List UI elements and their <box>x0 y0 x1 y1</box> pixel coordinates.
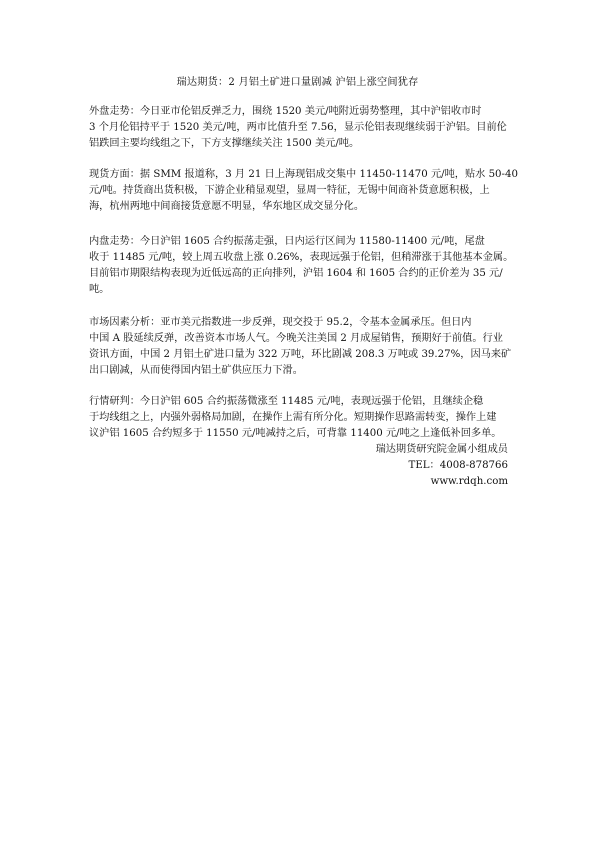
paragraph-outlook <box>89 394 515 442</box>
paragraph-spot-market <box>89 167 518 215</box>
paragraph-line: 内盘走势：今日沪铝 1605 合约振荡走强，日内运行区间为 11580-11400 元/吨，尾盘 <box>89 236 485 247</box>
paragraph-line: 目前铝市期限结构表现为近低远高的正向排列，沪铝 1604 和 1605 合约的正价差为 35 元/ <box>89 268 503 279</box>
paragraph-line: 议沪铝 1605 合约短多于 11550 元/吨减持之后，可背靠 11400 元/吨之上逢低补回多单。 <box>89 428 502 439</box>
signature-block <box>376 442 508 490</box>
signature-website[interactable]: www.rdqh.com <box>430 476 508 487</box>
paragraph-external-market <box>89 104 515 152</box>
paragraph-line: 行情研判：今日沪铝 605 合约振荡微涨至 11485 元/吨，表现远强于伦铝，且继续企稳 <box>89 396 484 407</box>
paragraph-line: 于均线组之上，内强外弱格局加剧，在操作上需有所分化。短期操作思路需转变，操作上建 <box>89 412 497 423</box>
paragraph-line: 中国 A 股延续反弹，改善资本市场人气。今晚关注美国 2 月成屋销售，预期好于前值。行业 <box>89 333 503 344</box>
paragraph-internal-market <box>89 234 515 298</box>
paragraph-line: 出口剧减，从而使得国内铝土矿供应压力下滑。 <box>89 365 303 376</box>
signature-author: 瑞达期货研究院金属小组成员 <box>375 444 508 455</box>
paragraph-line: 吨。 <box>89 284 110 295</box>
paragraph-line: 海，杭州两地中间商接货意愿不明显，华东地区成交显分化。 <box>89 201 365 212</box>
paragraph-line: 元/吨。持货商出货积极，下游企业稍显观望，显周一特征，无锡中间商补货意愿积极，上 <box>89 185 490 196</box>
paragraph-market-factors <box>89 315 515 379</box>
paragraph-line: 收于 11485 元/吨，较上周五收盘上涨 0.26%，表现远强于伦铝，但稍滞涨于其他基本金属。 <box>89 252 514 263</box>
paragraph-line: 市场因素分析：亚市美元指数进一步反弹，现交投于 95.2，令基本金属承压。但日内 <box>89 317 472 328</box>
paragraph-line: 铝跌回主要均线组之下，下方支撑继续关注 1500 美元/吨。 <box>89 138 360 149</box>
signature-tel: TEL：4008-878766 <box>408 460 508 471</box>
paragraph-line: 外盘走势：今日亚市伦铝反弹乏力，围绕 1520 美元/吨附近弱势整理，其中沪铝收市时 <box>89 106 482 117</box>
paragraph-line: 资讯方面，中国 2 月铝土矿进口量为 322 万吨，环比剧减 208.3 万吨或 39.27%，因马来矿 <box>89 349 512 360</box>
paragraph-line: 现货方面：据 SMM 报道称，3 月 21 日上海现铝成交集中 11450-11470 元/吨，贴水 50-40 <box>89 169 518 180</box>
document-title: 瑞达期货：2 月铝土矿进口量剧减 沪铝上涨空间犹存 <box>176 77 419 88</box>
paragraph-line: 3 个月伦铝持平于 1520 美元/吨，两市比值升至 7.56，显示伦铝表现继续弱于沪铝。目前伦 <box>89 122 507 133</box>
